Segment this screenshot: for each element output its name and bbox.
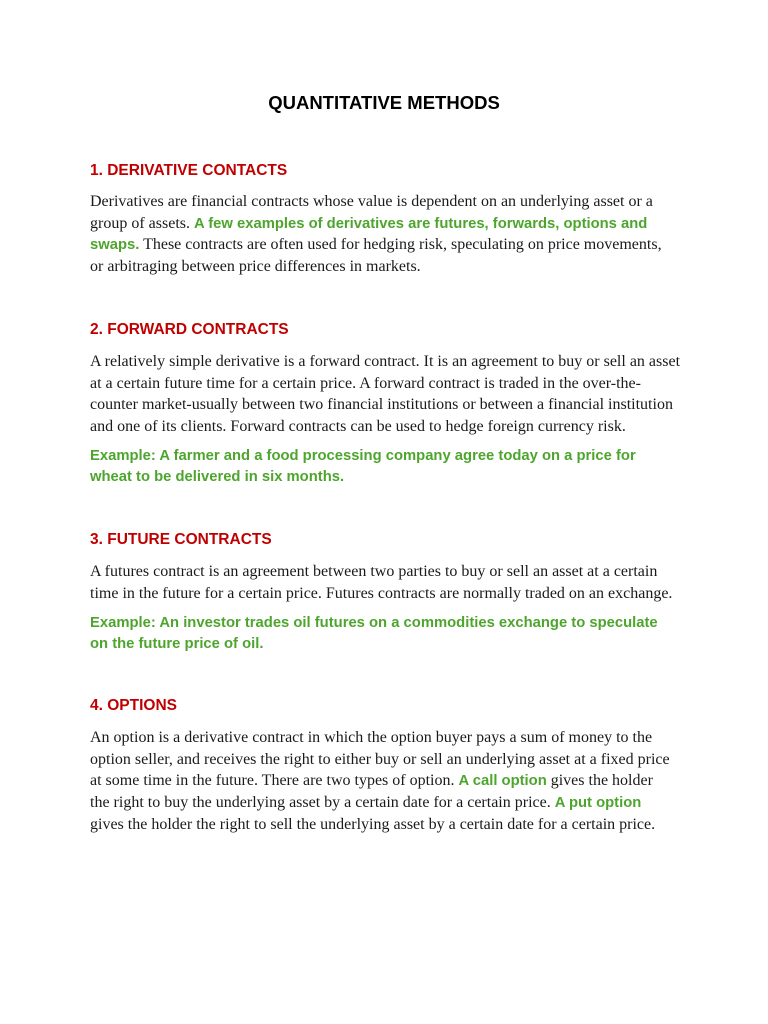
section-paragraph xyxy=(90,351,680,438)
body-text: at some time in the future. There are two types of option. xyxy=(90,772,459,790)
body-text: group of assets. xyxy=(90,214,194,232)
body-text: gives the holder the right to sell the underlying asset by a certain date for a certain price. xyxy=(90,815,656,833)
section-heading: 1. DERIVATIVE CONTACTS xyxy=(90,162,288,179)
body-text: gives the holder xyxy=(546,772,653,790)
section-heading: 2. FORWARD CONTRACTS xyxy=(90,321,289,338)
paragraph-line xyxy=(90,191,662,213)
paragraph-line xyxy=(90,749,670,771)
example-line: wheat to be delivered in six months. xyxy=(90,469,345,486)
body-text: the right to buy the underlying asset by a certain date for a certain price. xyxy=(90,794,555,812)
body-text: These contracts are often used for hedging risk, speculating on price movements, xyxy=(139,236,662,254)
paragraph-line xyxy=(90,213,662,235)
paragraph-line xyxy=(90,792,670,814)
body-text: and one of its clients. Forward contracts can be used to hedge foreign currency risk. xyxy=(90,418,626,436)
body-text: An option is a derivative contract in which the option buyer pays a sum of money to the xyxy=(90,729,653,746)
section-paragraph xyxy=(90,727,670,835)
paragraph-line xyxy=(90,583,672,605)
highlight-text: swaps. xyxy=(90,237,140,254)
body-text: A futures contract is an agreement between two parties to buy or sell an asset at a certain xyxy=(90,563,658,580)
section-heading: 4. OPTIONS xyxy=(90,697,177,714)
highlight-text: A few examples of derivatives are futures, forwards, options and xyxy=(193,215,648,232)
paragraph-line xyxy=(90,373,680,395)
highlight-text: A put option xyxy=(554,795,642,812)
highlight-text: A call option xyxy=(458,773,547,790)
body-text: A relatively simple derivative is a forward contract. It is an agreement to buy or sell an asset xyxy=(90,353,681,370)
example-line: Example: An investor trades oil futures on a commodities exchange to speculate xyxy=(90,615,658,631)
paragraph-line xyxy=(90,416,680,438)
body-text: at a certain future time for a certain price. A forward contract is traded in the over-the- xyxy=(90,374,641,392)
example-note xyxy=(90,446,636,488)
paragraph-line xyxy=(90,727,670,749)
body-text: Derivatives are financial contracts whose value is dependent on an underlying asset or a xyxy=(90,193,653,210)
example-note xyxy=(90,613,658,655)
paragraph-line xyxy=(90,561,672,583)
paragraph-line xyxy=(90,234,662,256)
body-text: time in the future for a certain price. Futures contracts are normally traded on an exchange. xyxy=(90,584,673,602)
section-heading: 3. FUTURE CONTRACTS xyxy=(90,531,272,548)
paragraph-line xyxy=(90,351,680,373)
paragraph-line xyxy=(90,394,680,416)
paragraph-line xyxy=(90,770,670,792)
document-title: QUANTITATIVE METHODS xyxy=(268,92,500,113)
example-line: on the future price of oil. xyxy=(90,636,264,653)
paragraph-line xyxy=(90,256,662,278)
paragraph-line xyxy=(90,814,670,836)
section-paragraph xyxy=(90,561,672,604)
example-line: Example: A farmer and a food processing company agree today on a price for xyxy=(90,448,636,464)
body-text: option seller, and receives the right to either buy or sell an underlying asset at a fixed price xyxy=(90,750,670,768)
section-paragraph xyxy=(90,191,662,278)
body-text: or arbitraging between price differences in markets. xyxy=(90,258,421,276)
body-text: counter market-usually between two financial institutions or between a financial institution xyxy=(90,396,673,414)
